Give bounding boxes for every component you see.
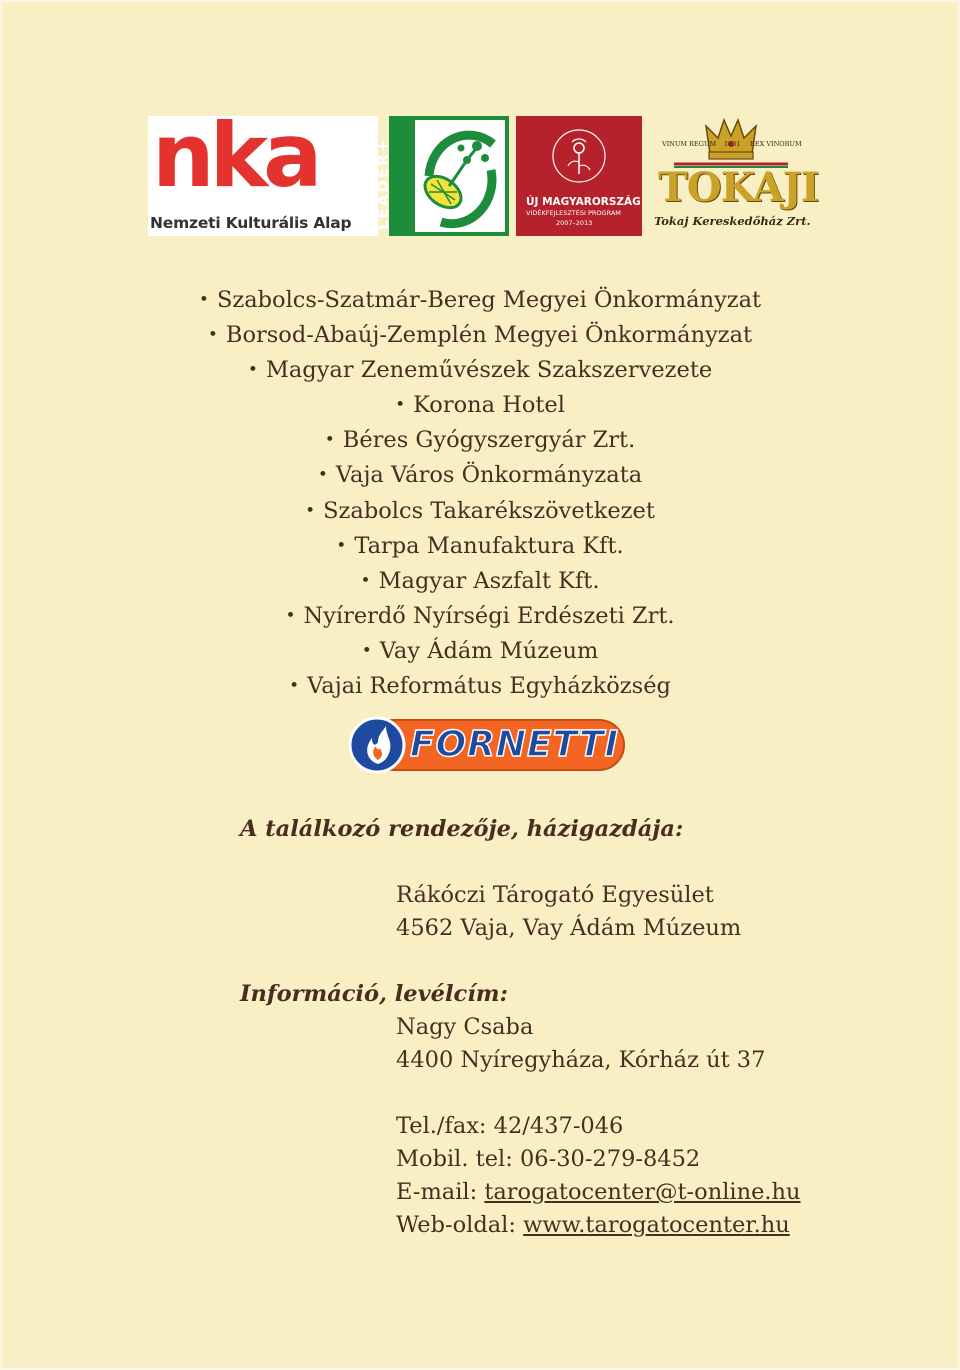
fornetti-logo xyxy=(348,716,628,774)
nka-logo-word: nka xyxy=(152,104,318,207)
sponsor-logos xyxy=(148,104,819,240)
uj-magyarorszag-logo xyxy=(516,116,642,236)
fornetti-logo-word: FORNETTI xyxy=(410,724,619,765)
list-item: • Nyírerdő Nyírségi Erdészeti Zrt. xyxy=(0,600,960,635)
list-item: • Vajai Református Egyházközség xyxy=(0,670,960,705)
info-phone: Tel./fax: 42/437-046 xyxy=(396,1113,624,1139)
info-web-line xyxy=(396,1212,790,1238)
list-item: • Borsod-Abaúj-Zemplén Megyei Önkormányzat xyxy=(0,319,960,354)
tokaj-logo xyxy=(654,116,819,236)
list-item: • Szabolcs Takarékszövetkezet xyxy=(0,495,960,530)
leader-logo-word: LEADER+ xyxy=(374,137,392,230)
list-item: • Korona Hotel xyxy=(0,389,960,424)
tokaj-logo-word: TOKAJI xyxy=(658,164,819,211)
info-heading: Információ, levélcím: xyxy=(240,981,508,1007)
leader-logo-strip xyxy=(374,116,415,236)
info-email-line xyxy=(396,1179,801,1205)
email-label: E-mail: xyxy=(396,1179,485,1205)
list-item: • Vay Ádám Múzeum xyxy=(0,635,960,670)
nka-logo-subtitle: Nemzeti Kulturális Alap xyxy=(150,214,352,232)
uj-magyarorszag-program: VIDÉKFEJLESZTÉSI PROGRAM xyxy=(526,209,621,217)
list-item: • Magyar Zeneművészek Szakszervezete xyxy=(0,354,960,389)
uj-magyarorszag-years: 2007–2013 xyxy=(556,219,593,227)
info-address: 4400 Nyíregyháza, Kórház út 37 xyxy=(396,1047,766,1073)
tokaj-year: 1631 xyxy=(724,140,741,148)
list-item: • Béres Gyógyszergyár Zrt. xyxy=(0,424,960,459)
list-item: • Tarpa Manufaktura Kft. xyxy=(0,530,960,565)
organizer-heading: A találkozó rendezője, házigazdája: xyxy=(240,816,684,842)
uj-magyarorszag-emblem-icon xyxy=(516,116,642,196)
organizer-name: Rákóczi Tárogató Egyesület xyxy=(396,882,714,908)
supporter-list xyxy=(0,284,960,705)
leader-logo xyxy=(374,116,509,236)
info-mobile: Mobil. tel: 06-30-279-8452 xyxy=(396,1146,701,1172)
tokaj-right-tag: REX VINORUM xyxy=(750,140,802,148)
list-item: • Szabolcs-Szatmár-Bereg Megyei Önkormányzat xyxy=(0,284,960,319)
nka-logo xyxy=(148,104,378,236)
organizer-address: 4562 Vaja, Vay Ádám Múzeum xyxy=(396,915,742,941)
tokaj-logo-subtitle: Tokaj Kereskedőház Zrt. xyxy=(654,214,811,228)
leader-flower-icon xyxy=(415,120,505,232)
list-item: • Magyar Aszfalt Kft. xyxy=(0,565,960,600)
website-link[interactable]: www.tarogatocenter.hu xyxy=(523,1212,790,1238)
list-item: • Vaja Város Önkormányzata xyxy=(0,459,960,494)
leader-logo-emblem xyxy=(415,120,505,232)
info-name: Nagy Csaba xyxy=(396,1014,534,1040)
email-link[interactable]: tarogatocenter@t-online.hu xyxy=(484,1179,801,1205)
tokaj-left-tag: VINUM REGUM xyxy=(662,140,717,148)
uj-magyarorszag-title: ÚJ MAGYARORSZÁG xyxy=(526,196,641,208)
web-label: Web-oldal: xyxy=(396,1212,524,1238)
